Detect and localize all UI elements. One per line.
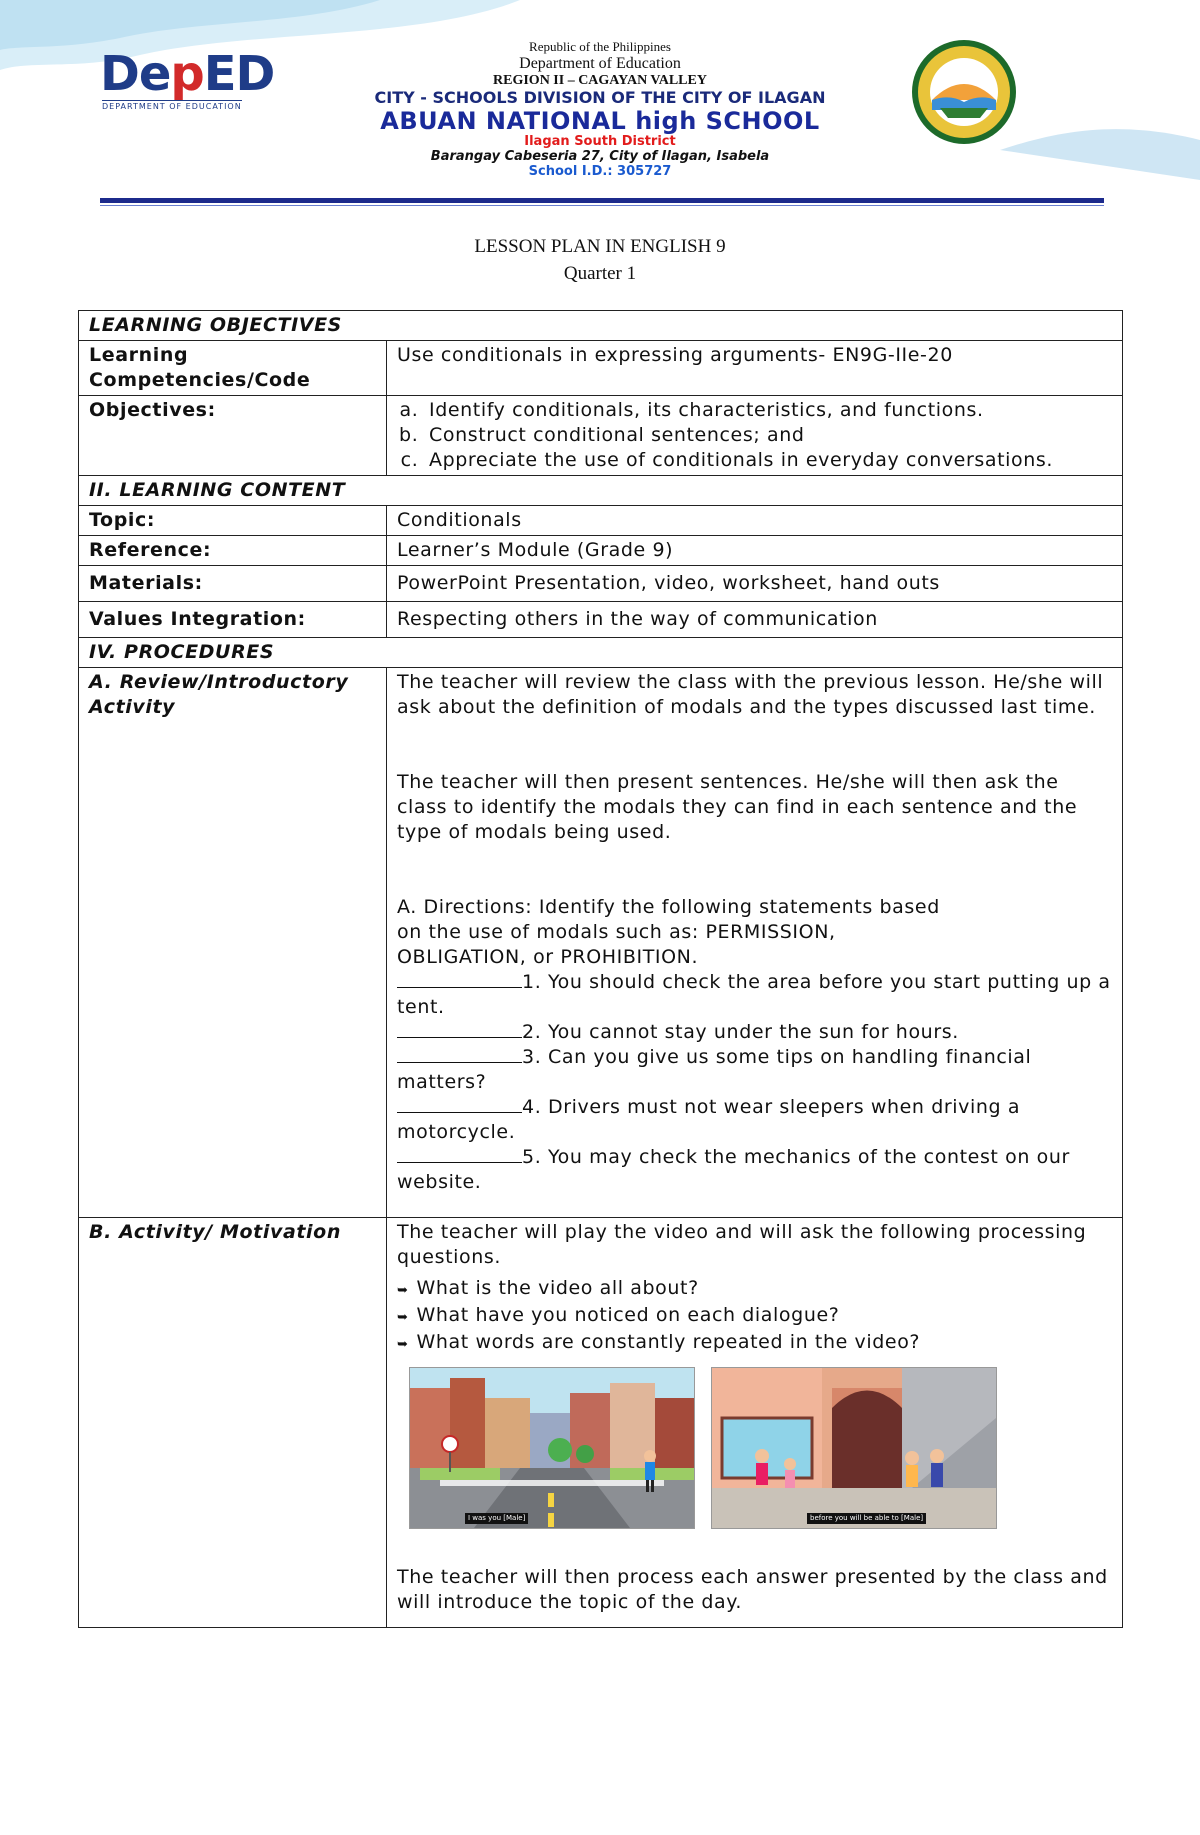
deped-logo-text: DepED	[100, 46, 275, 102]
region-line: REGION II – CAGAYAN VALLEY	[493, 73, 707, 89]
list-item: ➥ What have you noticed on each dialogue?	[397, 1303, 1112, 1330]
video-caption: I was you [Male]	[465, 1513, 528, 1524]
objectives-list	[397, 398, 1112, 473]
header-divider	[100, 198, 1104, 203]
activity-paragraph-2: The teacher will then process each answer presented by the class and will introduce the topic of the day.	[397, 1566, 1108, 1613]
exercise-item: 4. Drivers must not wear sleepers when driving a motorcycle.	[397, 1096, 1021, 1143]
review-label: A. Review/Introductory Activity	[79, 668, 387, 1218]
title-quarter: Quarter 1	[563, 263, 637, 284]
table-row	[79, 506, 1123, 536]
table-row	[79, 396, 1123, 476]
header-text-block	[300, 40, 900, 180]
school-seal-logo	[910, 38, 1018, 146]
activity-paragraph-1: The teacher will play the video and will ask the following processing questions.	[397, 1221, 1087, 1268]
answer-blank[interactable]	[397, 1098, 522, 1113]
lesson-plan-table	[78, 310, 1123, 1628]
reference-label: Reference:	[79, 536, 387, 566]
competencies-label: Learning Competencies/Code	[79, 341, 387, 396]
exercise-item: 3. Can you give us some tips on handling financial matters?	[397, 1046, 1032, 1093]
materials-value: PowerPoint Presentation, video, worksheet, hand outs	[387, 566, 1123, 602]
division-line: CITY - SCHOOLS DIVISION OF THE CITY OF ILAGAN	[374, 88, 826, 108]
topic-label: Topic:	[79, 506, 387, 536]
materials-label: Materials:	[79, 566, 387, 602]
reference-value: Learner’s Module (Grade 9)	[387, 536, 1123, 566]
list-item: c. Appreciate the use of conditionals in everyday conversations.	[425, 448, 1112, 473]
table-row	[79, 536, 1123, 566]
storefront-scene-image	[712, 1368, 996, 1528]
exercise-item: 2. You cannot stay under the sun for hours.	[397, 1020, 1112, 1045]
republic-line: Republic of the Philippines	[529, 39, 671, 54]
video-frames	[409, 1367, 1112, 1529]
section-heading-objectives: LEARNING OBJECTIVES	[79, 311, 1123, 341]
section-row	[79, 311, 1123, 341]
section-heading-content: II. LEARNING CONTENT	[79, 476, 1123, 506]
review-body	[387, 668, 1123, 1218]
section-row	[79, 638, 1123, 668]
list-item: ➥ What is the video all about?	[397, 1276, 1112, 1303]
objectives-value	[387, 396, 1123, 476]
document-title	[0, 233, 1200, 287]
list-item: b. Construct conditional sentences; and	[425, 423, 1112, 448]
table-row	[79, 566, 1123, 602]
answer-blank[interactable]	[397, 973, 522, 988]
values-label: Values Integration:	[79, 602, 387, 638]
directions-line-3: OBLIGATION, or PROHIBITION.	[397, 946, 699, 968]
table-row	[79, 668, 1123, 1218]
district-line: Ilagan South District	[524, 134, 676, 150]
competencies-value: Use conditionals in expressing arguments- EN9G-IIe-20	[387, 341, 1123, 396]
deped-logo-subtitle: DEPARTMENT OF EDUCATION	[102, 102, 242, 111]
table-row	[79, 1218, 1123, 1628]
list-item: ➥ What words are constantly repeated in the video?	[397, 1330, 1112, 1357]
topic-value: Conditionals	[387, 506, 1123, 536]
section-heading-procedures: IV. PROCEDURES	[79, 638, 1123, 668]
processing-questions	[397, 1276, 1112, 1357]
address-line: Barangay Cabeseria 27, City of Ilagan, Isabela	[430, 149, 770, 165]
activity-body	[387, 1218, 1123, 1628]
list-item: a. Identify conditionals, its characteristics, and functions.	[425, 398, 1112, 423]
title-main: LESSON PLAN IN ENGLISH 9	[474, 236, 726, 257]
values-value: Respecting others in the way of communication	[387, 602, 1123, 638]
objectives-label: Objectives:	[79, 396, 387, 476]
header-divider-thin	[100, 205, 1104, 206]
table-row	[79, 602, 1123, 638]
department-line: Department of Education	[519, 54, 681, 72]
directions-line-2: on the use of modals such as: PERMISSION,	[397, 921, 836, 943]
street-scene-image	[410, 1368, 694, 1528]
answer-blank[interactable]	[397, 1023, 522, 1038]
review-paragraph-1: The teacher will review the class with the previous lesson. He/she will ask about the definition of modals and the types discussed last time.	[397, 671, 1104, 718]
activity-label: B. Activity/ Motivation	[79, 1218, 387, 1628]
video-frame-street	[409, 1367, 695, 1529]
exercise-item: 1. You should check the area before you start putting up a tent.	[397, 971, 1111, 1018]
school-id-line: School I.D.: 305727	[528, 164, 672, 180]
review-paragraph-2: The teacher will then present sentences. He/she will then ask the class to identify the modals they can find in each sentence and the type of modals being used.	[397, 771, 1078, 843]
answer-blank[interactable]	[397, 1148, 522, 1163]
video-frame-storefront	[711, 1367, 997, 1529]
answer-blank[interactable]	[397, 1048, 522, 1063]
section-row	[79, 476, 1123, 506]
table-row	[79, 341, 1123, 396]
directions-line-1: A. Directions: Identify the following statements based	[397, 896, 940, 918]
school-name: ABUAN NATIONAL high SCHOOL	[380, 106, 820, 135]
video-caption: before you will be able to [Male]	[807, 1513, 926, 1524]
exercise-item: 5. You may check the mechanics of the contest on our website.	[397, 1146, 1070, 1193]
